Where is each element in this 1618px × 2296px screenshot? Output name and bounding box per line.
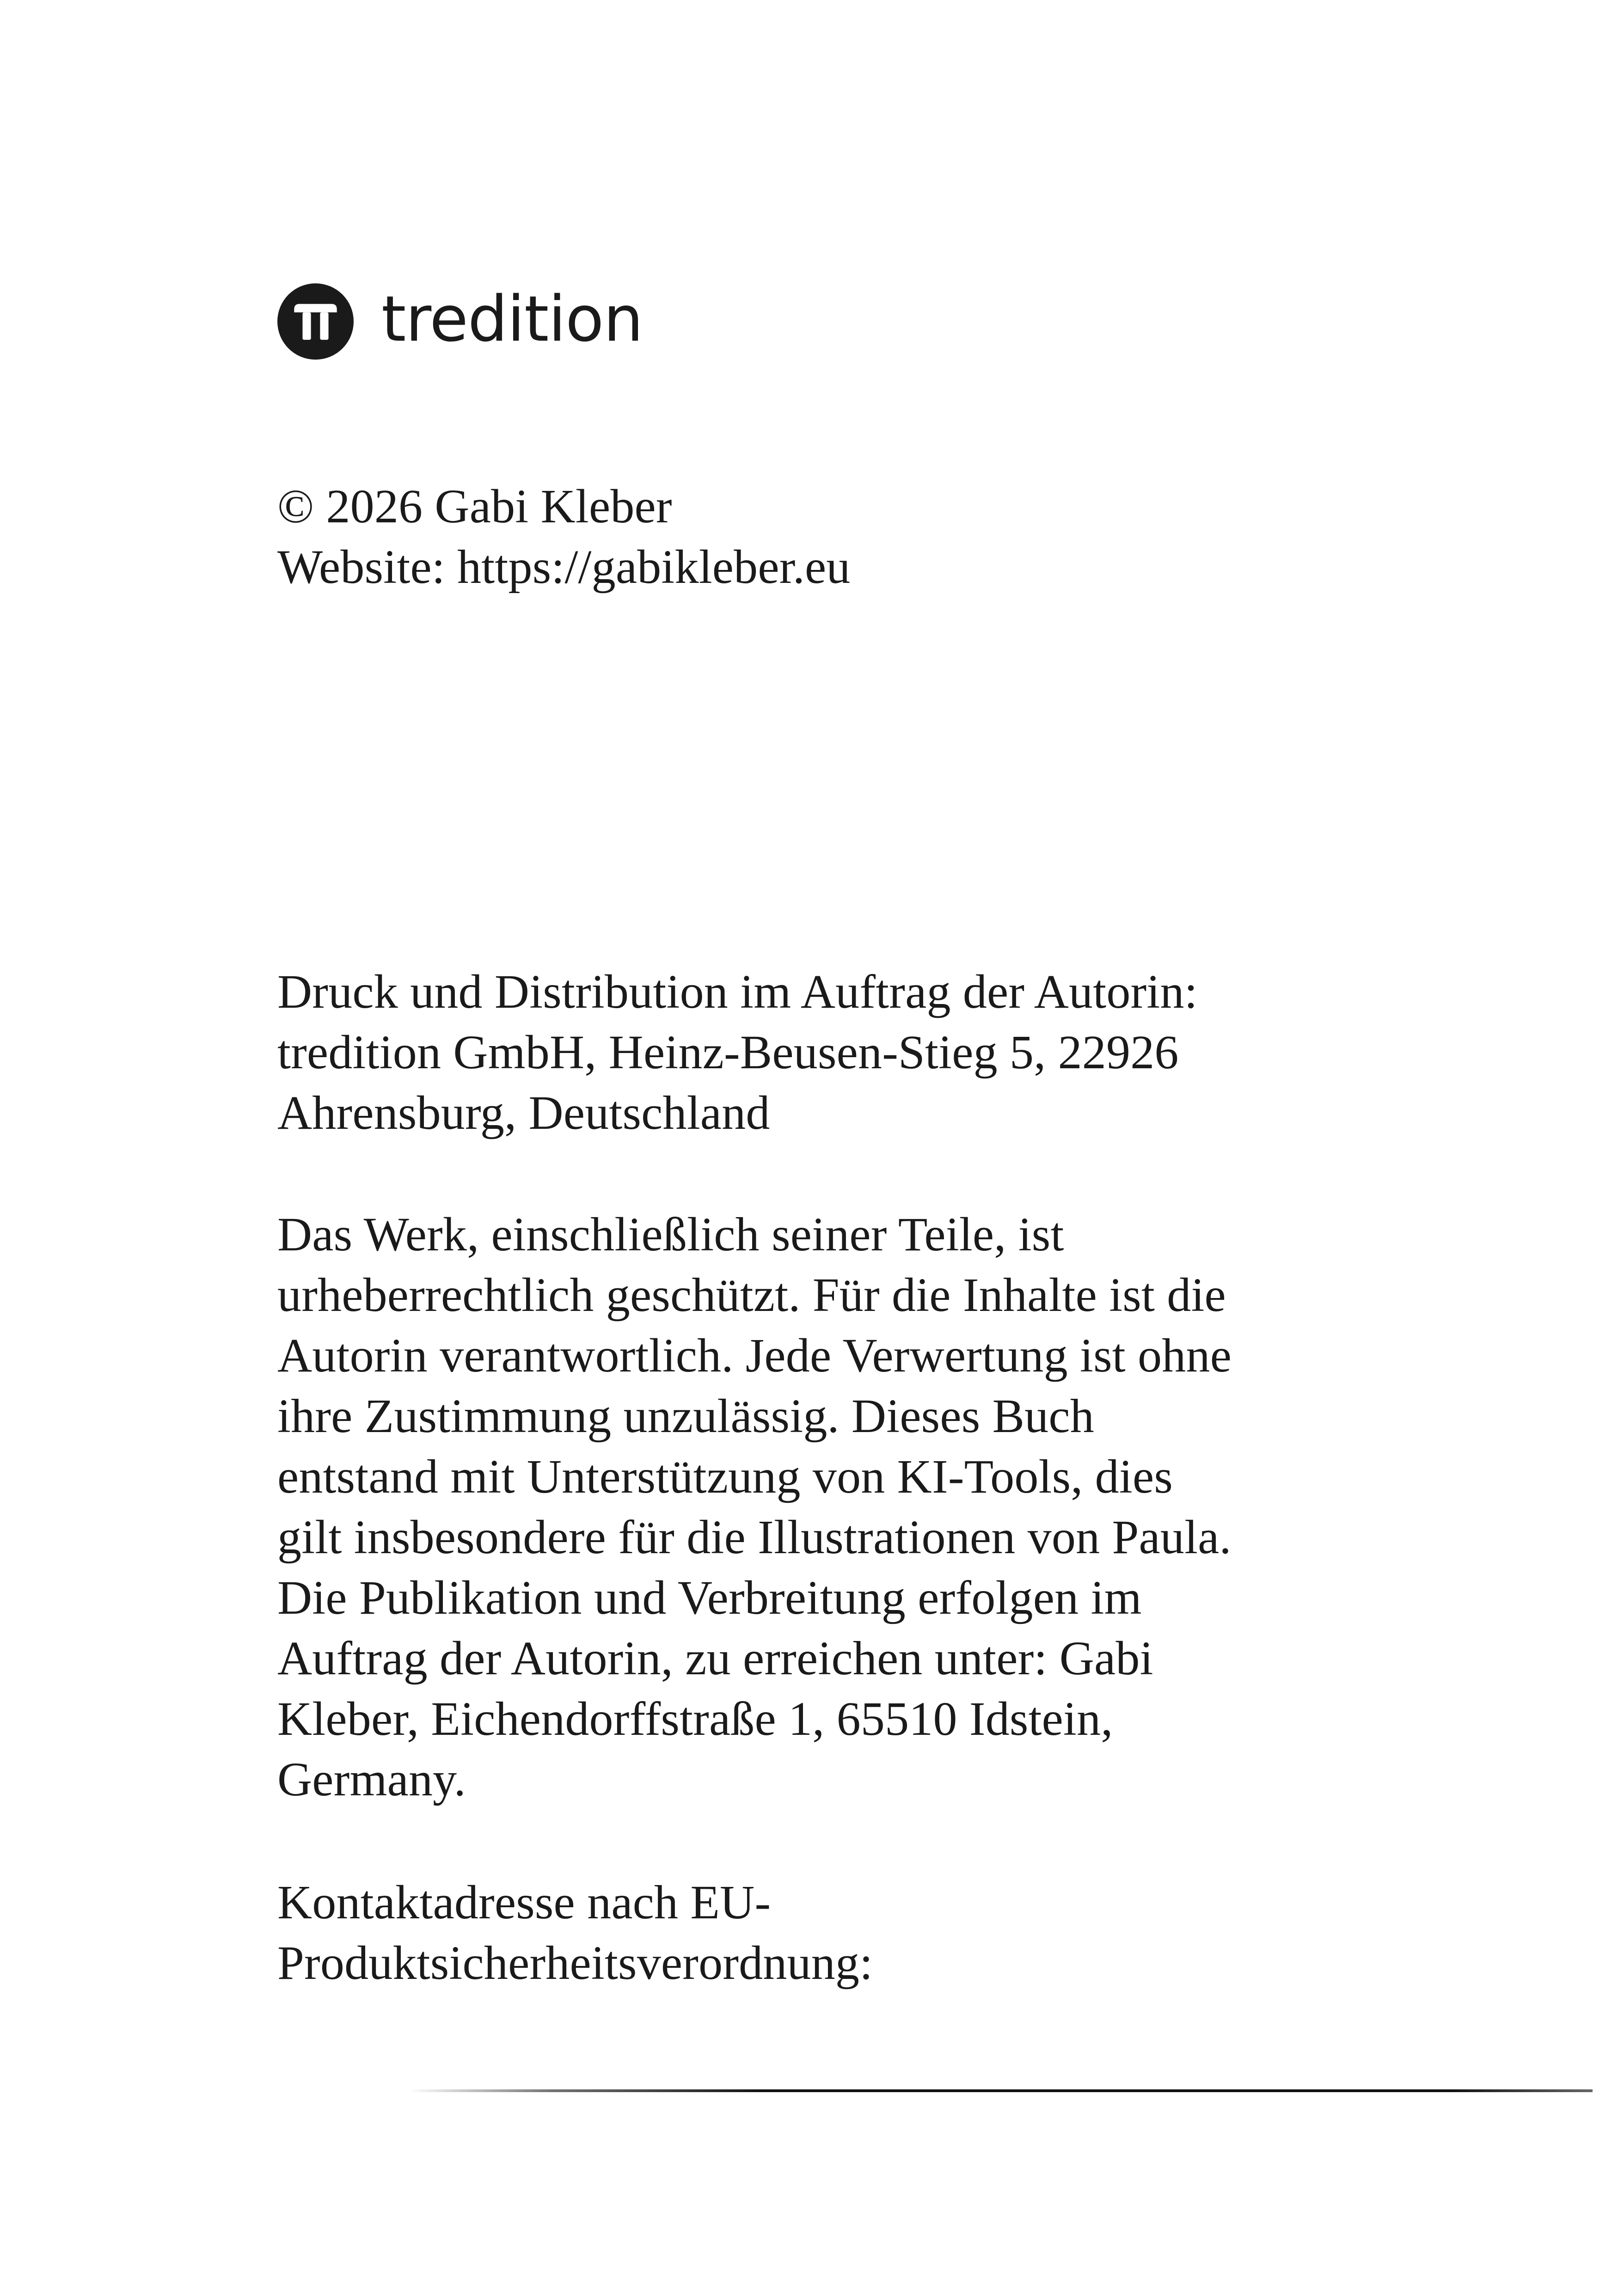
bottom-divider bbox=[409, 2089, 1593, 2092]
legal-line: Germany. bbox=[277, 1753, 466, 1806]
legal-line: Auftrag der Autorin, zu erreichen unter: Gabi bbox=[277, 1632, 1153, 1685]
copyright-notice: © 2026 Gabi Kleber bbox=[277, 480, 672, 533]
distribution-block bbox=[277, 961, 1341, 1143]
distribution-line-1: Druck und Distribution im Auftrag der Autorin: bbox=[277, 965, 1198, 1018]
legal-line: Kleber, Eichendorffstraße 1, 65510 Idstein, bbox=[277, 1692, 1113, 1745]
legal-line: entstand mit Unterstützung von KI-Tools, dies bbox=[277, 1450, 1173, 1503]
legal-line: urheberrechtlich geschützt. Für die Inhalte ist die bbox=[277, 1268, 1226, 1322]
contact-block bbox=[277, 1872, 1341, 1993]
copyright-block bbox=[277, 476, 1341, 597]
legal-line: Autorin verantwortlich. Jede Verwertung ist ohne bbox=[277, 1329, 1232, 1382]
legal-line: Das Werk, einschließlich seiner Teile, ist bbox=[277, 1208, 1064, 1261]
logo-wordmark: tredition bbox=[381, 283, 643, 356]
distribution-line-2: tredition GmbH, Heinz-Beusen-Stieg 5, 22926 bbox=[277, 1026, 1179, 1079]
legal-line: Die Publikation und Verbreitung erfolgen im bbox=[277, 1571, 1142, 1624]
legal-notice-block bbox=[277, 1204, 1341, 1810]
distribution-line-3: Ahrensburg, Deutschland bbox=[277, 1086, 770, 1139]
tredition-logo bbox=[277, 282, 643, 361]
contact-line-1: Kontaktadresse nach EU- bbox=[277, 1876, 771, 1929]
legal-line: ihre Zustimmung unzulässig. Dieses Buch bbox=[277, 1390, 1094, 1443]
contact-line-2: Produktsicherheitsverordnung: bbox=[277, 1936, 873, 1990]
legal-line: gilt insbesondere für die Illustrationen von Paula. bbox=[277, 1511, 1232, 1564]
tredition-logo-mark-icon bbox=[277, 283, 354, 360]
website-line: Website: https://gabikleber.eu bbox=[277, 540, 851, 594]
